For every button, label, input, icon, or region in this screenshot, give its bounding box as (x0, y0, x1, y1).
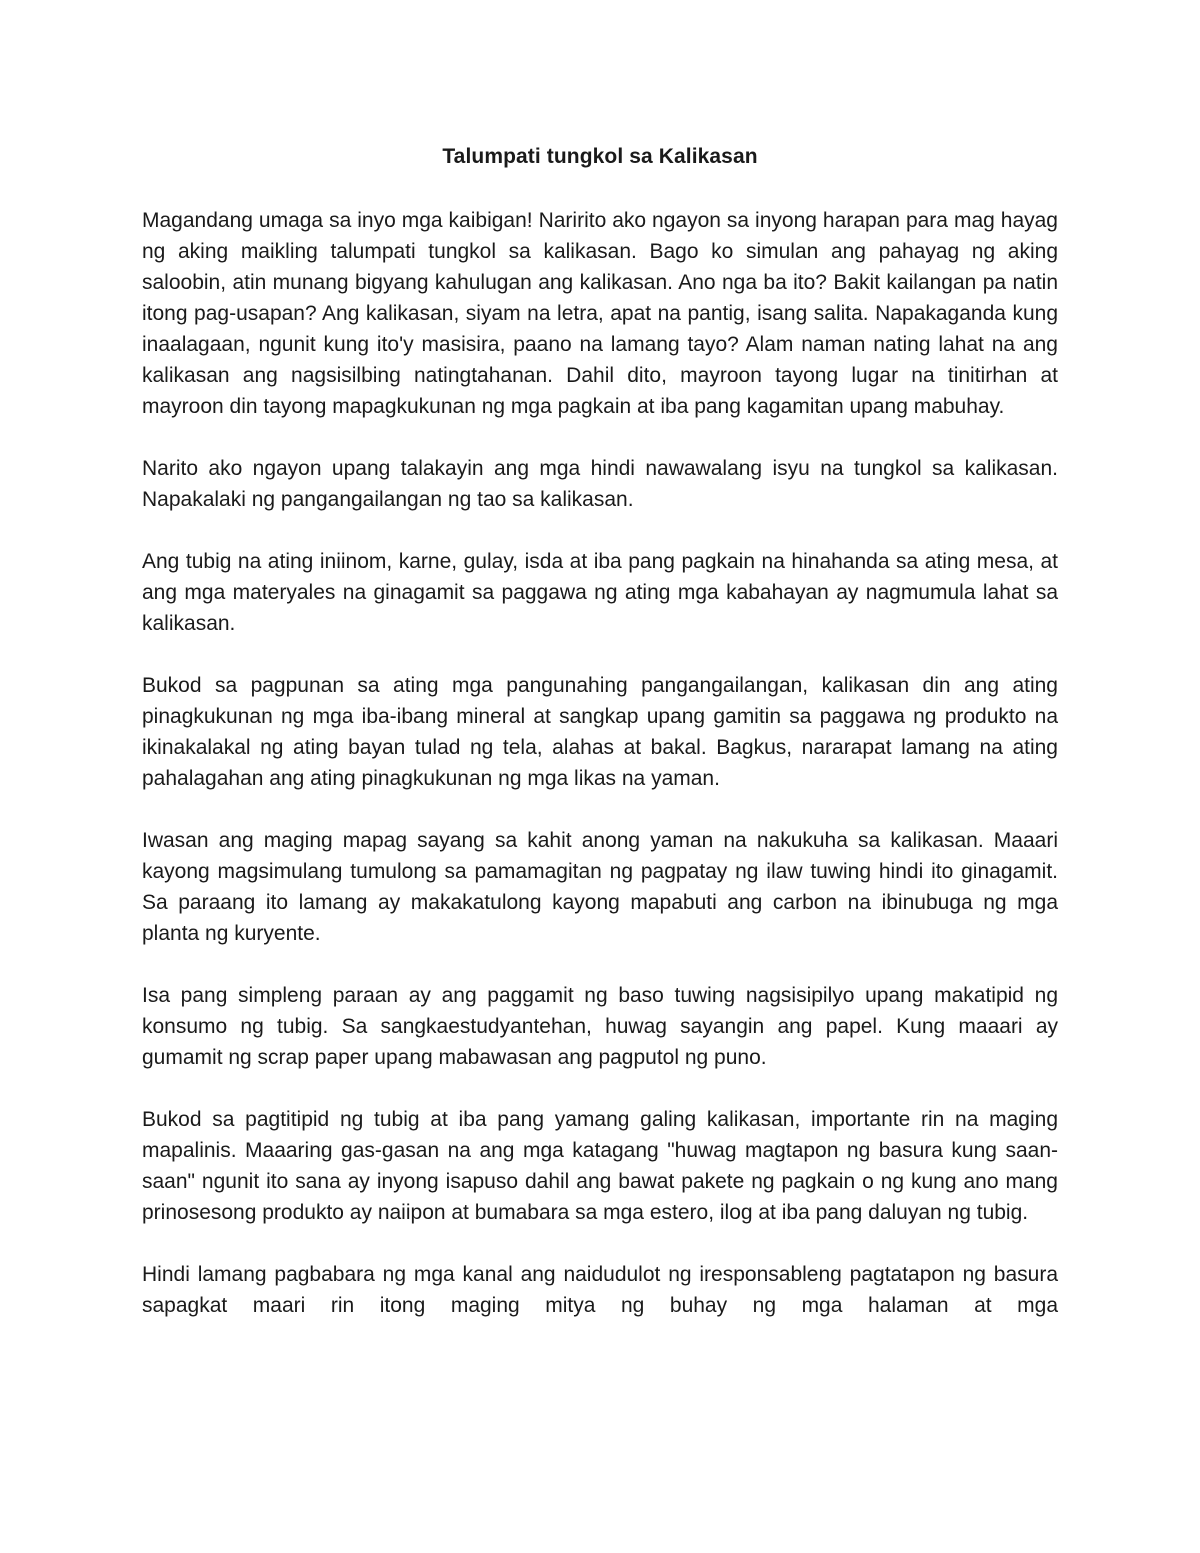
paragraph-8: Hindi lamang pagbabara ng mga kanal ang naidudulot ng iresponsableng pagtatapon ng basura sapagkat maari rin itong maging mitya ng buhay ng mga halaman at mga (142, 1263, 1058, 1317)
paragraph-4: Bukod sa pagpunan sa ating mga pangunahing pangangailangan, kalikasan din ang ating pinagkukunan ng mga iba-ibang mineral at sangkap upang gamitin sa paggawa ng produkto na ikinakalakal ng ating bayan tulad ng tela, alahas at bakal. Bagkus, nararapat lamang na ating pahalagahan ang ating pinagkukunan ng mga likas na yaman. (142, 674, 1058, 790)
paragraph-1: Magandang umaga sa inyo mga kaibigan! Naririto ako ngayon sa inyong harapan para mag hayag ng aking maikling talumpati tungkol sa kalikasan. Bago ko simulan ang pahayag ng aking saloobin, atin munang bigyang kahulugan ang kalikasan. Ano nga ba ito? Bakit kailangan pa natin itong pag-usapan? Ang kalikasan, siyam na letra, apat na pantig, isang salita. Napakaganda kung inaalagaan, ngunit kung ito'y masisira, paano na lamang tayo? Alam naman nating lahat na ang kalikasan ang nagsisilbing natingtahanan. Dahil dito, mayroon tayong lugar na tinitirhan at mayroon din tayong mapagkukunan ng mga pagkain at iba pang kagamitan upang mabuhay. (142, 209, 1058, 418)
paragraph-7: Bukod sa pagtitipid ng tubig at iba pang yamang galing kalikasan, importante rin na maging mapalinis. Maaaring gas-gasan na ang mga katagang "huwag magtapon ng basura kung saan-saan" ngunit ito sana ay inyong isapuso dahil ang bawat pakete ng pagkain o ng kung ano mang prinosesong produkto ay naiipon at bumabara sa mga estero, ilog at iba pang daluyan ng tubig. (142, 1108, 1058, 1224)
paragraph-6: Isa pang simpleng paraan ay ang paggamit ng baso tuwing nagsisipilyo upang makatipid ng konsumo ng tubig. Sa sangkaestudyantehan, huwag sayangin ang papel. Kung maaari ay gumamit ng scrap paper upang mabawasan ang pagputol ng puno. (142, 984, 1058, 1069)
document-title: Talumpati tungkol sa Kalikasan (442, 145, 758, 168)
document-page (142, 141, 1058, 1321)
paragraph-3: Ang tubig na ating iniinom, karne, gulay, isda at iba pang pagkain na hinahanda sa ating mesa, at ang mga materyales na ginagamit sa paggawa ng ating mga kabahayan ay nagmumula lahat sa kalikasan. (142, 550, 1058, 635)
paragraph-5: Iwasan ang maging mapag sayang sa kahit anong yaman na nakukuha sa kalikasan. Maaari kayong magsimulang tumulong sa pamamagitan ng pagpatay ng ilaw tuwing hindi ito ginagamit. Sa paraang ito lamang ay makakatulong kayong mapabuti ang carbon na ibinubuga ng mga planta ng kuryente. (142, 829, 1058, 945)
paragraph-2: Narito ako ngayon upang talakayin ang mga hindi nawawalang isyu na tungkol sa kalikasan. Napakalaki ng pangangailangan ng tao sa kalikasan. (142, 457, 1058, 511)
